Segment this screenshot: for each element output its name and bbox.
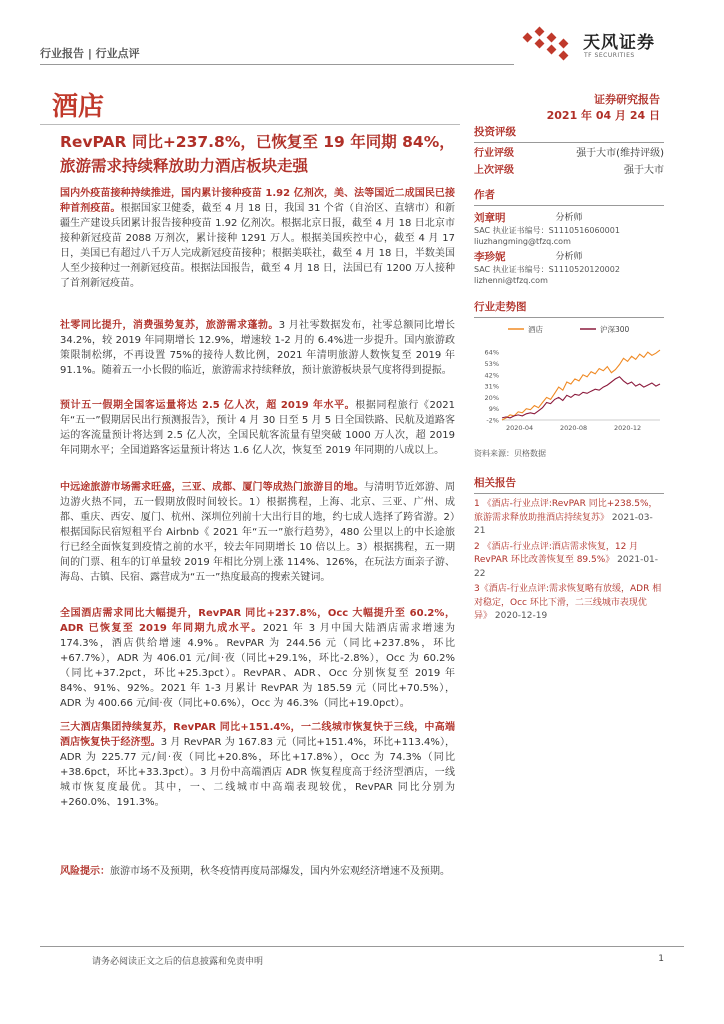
- y-tick-label: 64%: [484, 348, 499, 357]
- paragraph-text: 3 月社零数据发布，社零总额同比增长 34.2%，较 2019 年同期增长 12.9%，增速较 1-2 月的 6.4%进一步提升。国内旅游政策限制松绑，不再设置 75%的接待人数比例，2021 年清明旅游人数恢复至 2019 年 91.1%。随着五一小长假的临近，旅游需求持续释放，预计旅游板块景气度将得到提振。: [60, 320, 456, 376]
- legend-label: 酒店: [528, 325, 543, 334]
- y-tick-label: -2%: [486, 416, 499, 425]
- paragraph-lead: 社零同比提升，消费强势复苏，旅游需求蓬勃。: [60, 320, 279, 331]
- rating-divider: [474, 142, 664, 143]
- chart-title: 行业走势图: [474, 301, 527, 313]
- rating-section: [474, 124, 664, 179]
- paragraph: [60, 720, 455, 810]
- report-date: 2021 年 04 月 24 日: [546, 109, 660, 122]
- title-divider: [40, 124, 460, 125]
- author-title: 作者: [474, 189, 495, 201]
- headline: RevPAR 同比+237.8%，已恢复至 19 年同期 84%，旅游需求持续释放助力酒店板块走强: [60, 133, 455, 175]
- footer-divider: [40, 946, 684, 947]
- risk-warning: [60, 864, 455, 879]
- chart-source: 资料来源：贝格数据: [474, 449, 546, 458]
- page-number: 1: [658, 954, 664, 964]
- logo-mark-icon: [518, 22, 578, 66]
- y-tick-label: 42%: [484, 371, 499, 380]
- paragraph: [60, 606, 455, 711]
- industry-title: 酒店: [52, 92, 105, 122]
- x-tick-label: 2020-08: [560, 424, 588, 432]
- brand-name: 天风证券: [583, 33, 655, 53]
- related-report-text: 2 《酒店-行业点评:酒店需求恢复，12 月 RevPAR 环比改善恢复至 89.5%》: [474, 541, 639, 565]
- paragraph-text: 根据同程旅行《2021 年“五一”假期居民出行预测报告》，预计 4 月 30 日至 5 月 5 日全国铁路、民航及道路客运的客流量预计将达到 2.5 亿人次，全国民航客流量有望突破 1000 万人次，超 2019 年同期水平；全国道路客运量预计将达 1.6 亿人次，恢复至 2019 年同期的八成以上。: [60, 400, 455, 456]
- paragraph-text: 2021 年 3 月中国大陆酒店需求增速为 174.3%，酒店供给增速 4.9%。RevPAR 为 244.56 元（同比+237.8%，环比+67.7%），ADR 为 406.01 元/间·夜（同比+29.1%，环比-2.8%），Occ 为 60.2%（同比+37.2pct，环比+25.3pct）。RevPAR、ADR、Occ 分别恢复至 2019 年 84%、91%、92%。2021 年 1-3 月累计 RevPAR 为 185.59 元（同比+70.5%），ADR 为 400.66 元/间·夜（同比+0.6%），Occ 为 46.3%（同比+19.0pct）。: [60, 623, 455, 709]
- related-report-date: 2021-01-22: [474, 555, 659, 579]
- y-tick-label: 53%: [484, 359, 499, 368]
- related-report[interactable]: [474, 498, 664, 539]
- author-email[interactable]: lizhenni@tfzq.com: [474, 276, 548, 285]
- chart-section: [474, 299, 664, 318]
- series-line-hotel: [502, 350, 660, 420]
- report-category: 行业报告 | 行业点评: [40, 47, 140, 60]
- paragraph-lead: 三大酒店集团持续复苏，RevPAR 同比+151.4%，一二线城市恢复快于三线，中高端酒店恢复快于经济型。: [60, 722, 455, 748]
- author-section: [474, 187, 664, 286]
- author-sac: SAC 执业证书编号：S1110516060001: [474, 226, 620, 235]
- y-tick-label: 9%: [488, 405, 499, 414]
- rating-row: [474, 145, 664, 162]
- related-section: [474, 475, 664, 624]
- related-report-text: 1 《酒店-行业点评:RevPAR 同比+238.5%，旅游需求释放助推酒店持续复苏》: [474, 499, 658, 523]
- paragraph-text: 3 月 RevPAR 为 167.83 元（同比+151.4%，环比+113.4%），ADR 为 225.77 元/间·夜（同比+20.8%，环比+17.8%），Occ 为 74.3%（同比+38.6pct，环比+33.3pct）。3 月份中高端酒店 ADR 恢复程度高于经济型酒店，一线城市恢复度最优。其中，一、二线城市中高端表现较优，RevPAR 同比分别为+260.0%、191.3%。: [60, 737, 456, 808]
- y-tick-label: 31%: [484, 382, 499, 391]
- rating-value: 强于大市(维持评级): [576, 148, 664, 159]
- author-name: 刘章明: [474, 212, 506, 224]
- paragraph: [60, 398, 455, 458]
- paragraph-lead: 预计五一假期全国客运量将达 2.5 亿人次，超 2019 年水平。: [60, 400, 356, 411]
- related-report-date: 2021-03-21: [474, 512, 653, 536]
- related-divider: [474, 493, 664, 494]
- paragraph: [60, 480, 455, 585]
- related-report-text: 3《酒店-行业点评:需求恢复略有放缓，ADR 相对稳定，Occ 环比下滑，二三线城市表现优异》: [474, 584, 662, 621]
- rating-value: 强于大市: [624, 165, 664, 176]
- rating-row: [474, 162, 664, 179]
- paragraph-lead: 国内外疫苗接种持续推进，国内累计接种疫苗 1.92 亿剂次，美、法等国近二成国民已接种首剂疫苗。: [60, 188, 455, 214]
- x-tick-label: 2020-12: [614, 424, 642, 432]
- rating-label: 上次评级: [474, 165, 514, 176]
- paragraph-text: 旅游市场不及预期，秋冬疫情再度局部爆发，国内外宏观经济增速不及预期。: [110, 866, 450, 877]
- author-email[interactable]: liuzhangming@tfzq.com: [474, 237, 571, 246]
- paragraph-lead: 全国酒店需求同比大幅提升，RevPAR 同比+237.8%，Occ 大幅提升至 60.2%，ADR 已恢复至 2019 年同期九成水平。: [60, 608, 455, 634]
- paragraph-lead: 风险提示：: [60, 866, 110, 877]
- author-sac: SAC 执业证书编号：S1110520120002: [474, 265, 620, 274]
- series-line-hs300: [502, 377, 660, 418]
- author-role: 分析师: [555, 213, 583, 223]
- paragraph-text: 根据国家卫健委，截至 4 月 18 日，我国 31 个省（自治区、直辖市）和新疆生产建设兵团累计报告接种疫苗 1.92 亿剂次。根据北京日报，截至 4 月 18 日北京市接种新冠疫苗 2088 万剂次，累计接种 1291 万人。根据美国疾控中心，截至 4 月 17 日，美国已有超过八千万人完成新冠疫苗接种；根据美联社，截至 4 月 18 日，半数美国人至少接种过一剂新冠疫苗。根据法国报告，截至 4 月 18 日，法国已有 1200 万人接种了首剂新冠疫苗。: [60, 203, 456, 289]
- paragraph-text: 与清明节近郊游、周边游火热不同，五一假期放假时间较长。1）根据携程，上海、北京、三亚、广州、成都、重庆、西安、厦门、杭州、深圳位列前十大出行目的地，约七成人选择了跨省游。2）根据国际民宿短租平台 Airbnb《 2021 年“五一”旅行趋势》，480 公里以上的中长途旅行已经全面恢复到疫情之前的水平，较去年同期增长 10 倍以上。3）根据携程，五一期间的门票、租车的订单量较 2019 年相比分别上涨 114%、126%，在玩法方面亲子游、海岛、古镇、民宿、露营成为“五一”热度最高的搜索关键词。: [60, 482, 456, 583]
- related-report[interactable]: [474, 541, 664, 582]
- x-tick-label: 2020-04: [506, 424, 534, 432]
- legend-label: 沪深300: [600, 325, 630, 334]
- industry-trend-chart: [474, 318, 664, 442]
- paragraph: [60, 318, 455, 378]
- paragraph-lead: 中远途旅游市场需求旺盛，三亚、成都、厦门等成热门旅游目的地。: [60, 482, 364, 493]
- related-report[interactable]: [474, 583, 664, 624]
- author-divider: [474, 205, 664, 206]
- footer-disclaimer[interactable]: 请务必阅读正文之后的信息披露和免责申明: [92, 957, 264, 967]
- rating-title: 投资评级: [474, 126, 516, 138]
- author-name: 李珍妮: [474, 251, 506, 263]
- rating-label: 行业评级: [474, 148, 514, 159]
- paragraph: [60, 186, 455, 291]
- header-divider: [40, 64, 514, 65]
- related-title: 相关报告: [474, 477, 516, 489]
- brand-name-en: TF SECURITIES: [584, 52, 635, 59]
- y-tick-label: 20%: [484, 393, 499, 402]
- author-role: 分析师: [555, 252, 583, 262]
- report-type: 证券研究报告: [594, 93, 660, 106]
- related-report-date: 2020-12-19: [494, 611, 548, 621]
